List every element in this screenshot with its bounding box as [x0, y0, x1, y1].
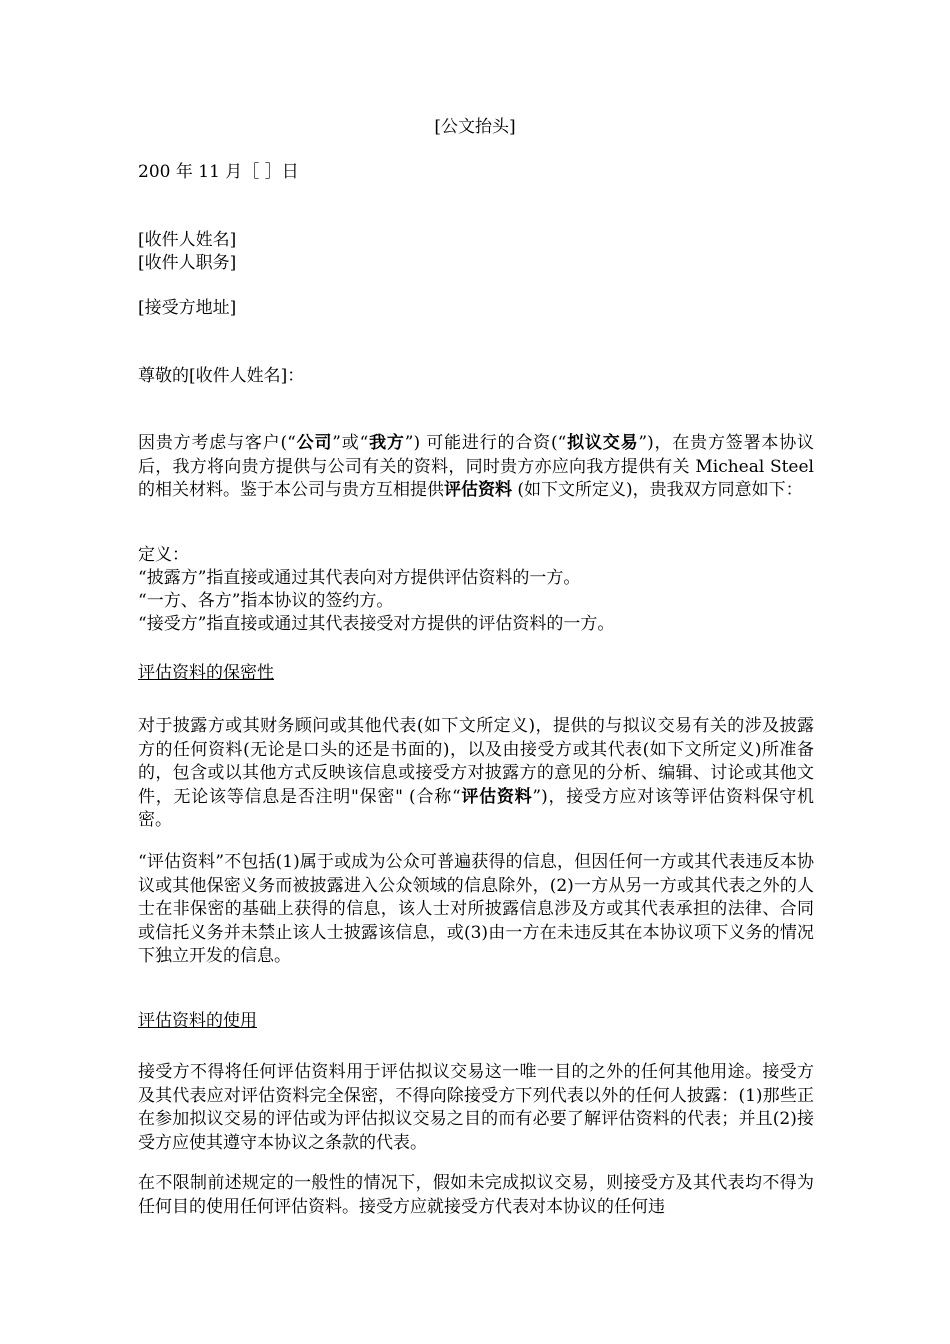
recipient-address: [接受方地址] — [138, 298, 237, 318]
intro-paragraph: 因贵方考虑与客户(“公司”或“我方”) 可能进行的合资(“拟议交易”)，在贵方签署本协议后，我方将向贵方提供与公司有关的资料，同时贵方亦应向我方提供有关 Micheal Steel 的相关材料。鉴于本公司与贵方互相提供评估资料 (如下文所定义)，贵我双方同意如下： — [138, 433, 815, 500]
recipient-title: [收件人职务] — [138, 253, 237, 273]
term-evaluation-material: 评估资料 — [460, 786, 533, 807]
term-we: 我方 — [368, 433, 405, 453]
term-proposed-transaction: 拟议交易 — [566, 433, 639, 453]
letterhead: [公文抬头] — [434, 117, 516, 137]
section-title-usage: 评估资料的使用 — [138, 1011, 257, 1031]
letter-date: 200 年 11 月［ ］日 — [138, 162, 299, 182]
definition-item: “一方、各方”指本协议的签约方。 — [138, 591, 394, 611]
term-evaluation-material: 评估资料 — [444, 480, 512, 500]
confidentiality-paragraph-1: 对于披露方或其财务顾问或其他代表(如下文所定义)，提供的与拟议交易有关的涉及披露方的任何资料(无论是口头的还是书面的)，以及由接受方或其代表(如下文所定义)所准备的，包含或以其他方式反映该信息或接受方对披露方的意见的分析、编辑、讨论或其他文件，无论该等信息是否注明"保密" (合称“评估资料”)，接受方应对该等评估资料保守机密。 — [138, 716, 814, 830]
definitions-heading: 定义： — [138, 545, 189, 565]
usage-paragraph-1: 接受方不得将任何评估资料用于评估拟议交易这一唯一目的之外的任何其他用途。接受方及其代表应对评估资料完全保密，不得向除接受方下列代表以外的任何人披露：(1)那些正在参加拟议交易的评估或为评估拟议交易之目的而有必要了解评估资料的代表；并且(2)接受方应使其遵守本协议之条款的代表。 — [138, 1062, 814, 1153]
term-company: 公司 — [295, 433, 333, 453]
confidentiality-paragraph-2: “评估资料”不包括(1)属于或成为公众可普遍获得的信息，但因任何一方或其代表违反本协议或其他保密义务而被披露进入公众领域的信息除外，(2)一方从另一方或其代表之外的人士在非保密的基础上获得的信息，该人士对所披露信息涉及方或其代表承担的法律、合同或信托义务并未禁止该人士披露该信息，或(3)由一方在未违反其在本协议项下义务的情况下独立开发的信息。 — [138, 852, 814, 966]
recipient-name: [收件人姓名] — [138, 230, 237, 250]
usage-paragraph-2: 在不限制前述规定的一般性的情况下，假如未完成拟议交易，则接受方及其代表均不得为任何目的使用任何评估资料。接受方应就接受方代表对本协议的任何违 — [138, 1173, 814, 1217]
section-title-confidentiality: 评估资料的保密性 — [138, 663, 274, 683]
salutation: 尊敬的[收件人姓名]： — [138, 366, 305, 386]
definition-item: “接受方”指直接或通过其代表接受对方提供的评估资料的一方。 — [138, 614, 615, 634]
definition-item: “披露方”指直接或通过其代表向对方提供评估资料的一方。 — [138, 568, 581, 588]
